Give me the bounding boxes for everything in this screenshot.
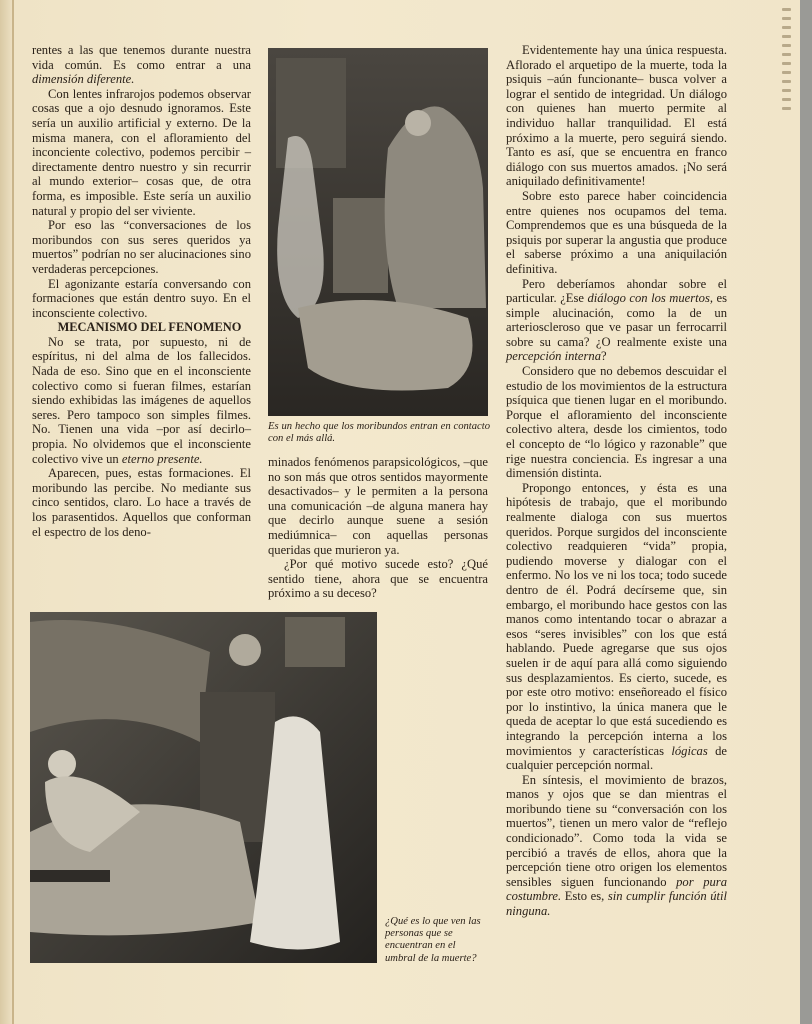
paragraph	[32, 43, 251, 87]
paragraph	[32, 335, 251, 466]
illustration-woman-in-bed-with-specter	[30, 612, 377, 963]
paragraph	[268, 557, 488, 601]
paragraph	[32, 277, 251, 321]
text-run: Considero que no debemos descuidar el estudio de los movimientos de la estructura psíquica que tienen lugar en el moribundo. Porque el afloramiento del inconsciente colectivo altera, desde los cimientos, todo el concepto de “lo lógico y razonable” que rige nuestra conciencia. Es ingresar a una dimensión distinta.	[506, 364, 727, 481]
paragraph	[506, 481, 727, 773]
text-run: Evidentemente hay una única respuesta. Aflorado el arquetipo de la muerte, toda la psiquis –aún funcionante– busca volver a lograr el sentido de integridad. Un diálogo con quienes han muerto permite al individuo hallar tranquilidad. El está próximo a la muerte, pero seguirá siendo. Tanto es así, que se encuentra en franco diálogo con sus muertos amados. ¡No será aniquilado definitivamente!	[506, 43, 727, 189]
paragraph	[506, 189, 727, 277]
italic-text: por pura costumbre.	[506, 874, 727, 904]
text-run: Por eso las “conversaciones de los moribundos con sus seres queridos ya muertos” podrían no ser alucinaciones sino verdaderas percepciones.	[32, 218, 251, 276]
text-run: ?	[601, 349, 607, 364]
text-column-2	[268, 455, 488, 601]
text-run: Aparecen, pues, estas formaciones. El moribundo las percibe. No mediante sus cinco sentidos, claro. Lo hace a través de los parasentidos. Aquellos que conforman el espectro de los deno-	[32, 466, 251, 539]
paragraph	[506, 43, 727, 189]
text-run: En síntesis, el movimiento de brazos, manos y ojos que se dan mientras el moribundo tiene su “conversación con los muertos”, tienen un mero valor de “reflejo condicionado”. Como toda la vida se percibió a través de ellos, ahora que la percepción tiene otro origen los elementos sensibles siguen funcionando	[506, 772, 727, 889]
text-run: es simple alucinación, como la de un arterioscleroso que ve pasar un ferrocarril sobre su cama? ¿O realmente existe una	[506, 291, 727, 349]
paragraph	[506, 277, 727, 365]
italic-text: dimensión diferente.	[32, 72, 135, 87]
illustration-dying-man-with-ghost	[268, 48, 488, 416]
paragraph	[32, 87, 251, 218]
italic-text: sin cumplir función útil ninguna.	[506, 889, 727, 919]
italic-text: diálogo con los muertos,	[587, 291, 714, 306]
text-run: Esto es,	[561, 889, 608, 904]
text-run: rentes a las que tenemos durante nuestra vida común. Es como entrar a una	[32, 43, 251, 72]
paragraph	[32, 466, 251, 539]
paragraph	[268, 455, 488, 557]
text-run: minados fenómenos parapsicológicos, –que no son más que otros sentidos mayormente desactivados– y le permiten a la persona una comunicación –de alguna manera hay que decirlo aunque suene a sesión mediúmnica– con aquellas personas queridas que murieron ya.	[268, 455, 488, 557]
italic-text: percepción interna	[506, 349, 602, 364]
text-run: de cualquier percepción normal.	[506, 743, 727, 773]
text-column-3	[506, 43, 727, 919]
image-caption-top: Es un hecho que los moribundos entran en contacto con el más allá.	[268, 421, 490, 445]
text-run: No se trata, por supuesto, ni de espíritus, ni del alma de los fallecidos. Nada de eso. Sino que en el inconsciente colectivo como si fueran filmes, estarían siendo exhibidas las imágenes de aquellos seres. Pero tampoco son simples filmes. No. Tienen una vida –por así decirlo– propia. No olvidemos que el inconsciente colectivo vive un	[32, 334, 251, 466]
text-run: ¿Por qué motivo sucede esto? ¿Qué sentido tiene, ahora que se encuentra próximo a su deceso?	[268, 557, 488, 601]
paragraph	[32, 218, 251, 276]
italic-text: eterno presente.	[121, 451, 203, 466]
text-run: El agonizante estaría conversando con formaciones que están dentro suyo. En el inconsciente colectivo.	[32, 276, 251, 320]
image-caption-bottom: ¿Qué es lo que ven las personas que se encuentran en el umbral de la muerte?	[385, 916, 481, 964]
text-column-1	[32, 43, 251, 539]
text-run: Con lentes infrarojos podemos observar cosas que a ojo desnudo ignoramos. Este sería un auxilio artificial y externo. De la misma manera, con el afloramiento del inconciente colectivo, podemos percibir –directamente dentro nuestro y sin recurrir al mundo exterior– cosas que, de otra forma, es imposible. Este sería un auxilio natural y propio del ser viviente.	[32, 86, 251, 218]
text-run: Sobre esto parece haber coincidencia entre quienes nos ocupamos del tema. Comprendemos que es una búsqueda de la psiquis por superar la angustia que produce el saberse próximo a una aniquilación definitiva.	[506, 188, 727, 276]
paragraph	[506, 773, 727, 919]
italic-text: lógicas	[671, 743, 708, 758]
text-run: Propongo entonces, y ésta es una hipótesis de trabajo, que el moribundo realmente dialoga con sus muertos queridos. Porque surgidos del inconsciente colectivo readquieren “vida” propia, pudiendo moverse y dialogar con el enfermo. No los ve ni los toca; todo sucede dentro de él. Podrá decírseme que, sin embargo, el moribundo hace gestos con las manos como intentando tocar o abrazar a esos “seres invisibles” con los que está hablando. Puede agregarse que sus ojos suelen ir de aquí para allá como siguiendo sus desplazamientos. Es cierto, sucede, es por este otro motivo: enseñoreado el físico por lo instintivo, la única manera que le queda de aceptar lo que está sucediendo es integrando la percepción interna a los movimientos y características	[506, 480, 727, 758]
paragraph	[506, 364, 727, 481]
text-run: Pero deberíamos ahondar sobre el particular. ¿Ese	[506, 276, 727, 306]
text-run: MECANISMO DEL FENOMENO	[57, 320, 242, 335]
page-binding-edge	[12, 0, 14, 1024]
section-heading	[32, 320, 251, 335]
page-perforations	[780, 8, 794, 128]
